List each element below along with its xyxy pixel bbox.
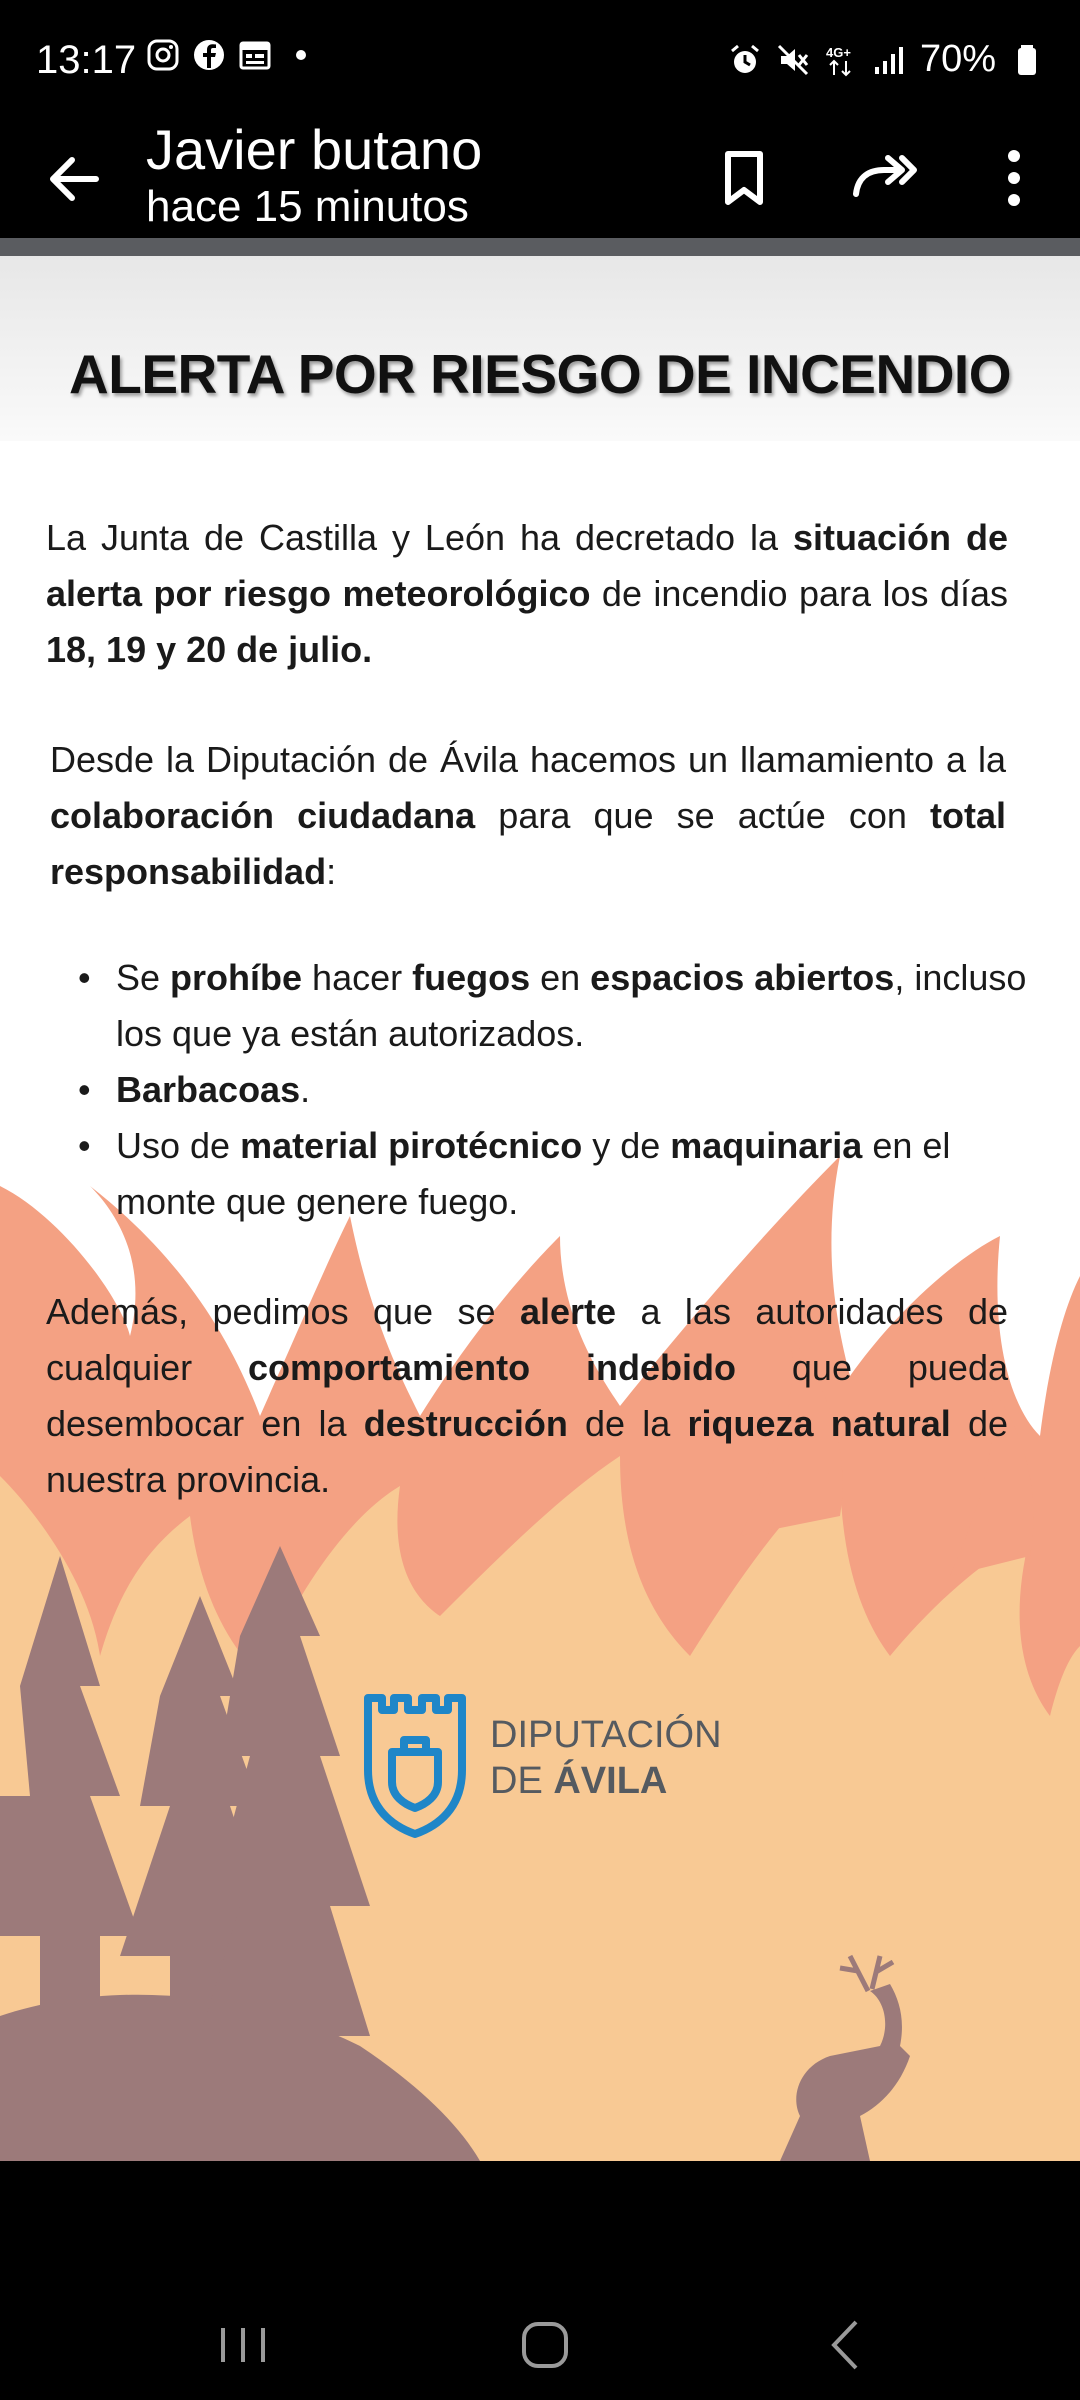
back-icon — [812, 2310, 882, 2380]
header-divider — [0, 238, 1080, 256]
bookmark-button[interactable] — [708, 142, 780, 214]
dot-icon — [284, 38, 318, 72]
nav-back-button[interactable] — [812, 2310, 882, 2380]
signal-icon — [872, 43, 906, 77]
more-options-button[interactable] — [978, 142, 1050, 214]
system-navigation-bar — [0, 2290, 1080, 2400]
list-item: • Uso de material pirotécnico y de maquinaria en el monte que genere fuego. — [78, 1118, 1028, 1230]
instagram-icon — [146, 38, 180, 72]
logo-wordmark: DIPUTACIÓN DE ÁVILA — [490, 1714, 722, 1802]
prohibitions-list — [78, 950, 1028, 1230]
more-vert-icon — [978, 142, 1050, 214]
calendar-icon — [238, 38, 272, 72]
home-button[interactable] — [510, 2310, 580, 2380]
home-icon — [510, 2310, 580, 2380]
viewer-header — [0, 118, 1080, 238]
sender-name: Javier butano — [146, 118, 483, 181]
back-button[interactable] — [40, 144, 110, 214]
network-4g-icon — [824, 43, 858, 77]
poster-title: ALERTA POR RIESGO DE INCENDIO — [69, 343, 1011, 405]
facebook-icon — [192, 38, 226, 72]
status-time: 13:17 — [36, 38, 137, 82]
back-arrow-icon — [40, 144, 110, 214]
battery-icon — [1010, 43, 1044, 77]
recents-button[interactable] — [208, 2310, 278, 2380]
paragraph-report-behavior: Además, pedimos que se alerte a las autoridades de cualquier comportamiento indebido que pueda desembocar en la destrucción de la riqueza natural de nuestra provincia. — [46, 1291, 1009, 1500]
battery-percent: 70% — [919, 38, 996, 80]
mute-icon — [776, 43, 810, 77]
list-item: • Barbacoas. — [78, 1062, 1028, 1118]
alarm-icon — [728, 43, 762, 77]
recents-icon — [208, 2310, 278, 2380]
message-time: hace 15 minutos — [146, 182, 469, 231]
paragraph-collaboration: Desde la Diputación de Ávila hacemos un llamamiento a la colaboración ciudadana para que se actúe con total responsabilidad: — [50, 739, 1006, 892]
forward-icon — [848, 142, 920, 214]
diputacion-avila-logo — [360, 1690, 470, 1838]
paragraph-alert-decree: La Junta de Castilla y León ha decretado la situación de alerta por riesgo meteorológico de incendio para los días 18, 19 y 20 de julio. — [46, 517, 1009, 670]
svg-text:4G+: 4G+ — [825, 44, 851, 60]
bookmark-icon — [708, 142, 780, 214]
shared-image[interactable] — [0, 256, 1080, 2161]
forward-button[interactable] — [848, 142, 920, 214]
list-item: • Se prohíbe hacer fuegos en espacios abiertos, incluso los que ya están autorizados. — [78, 950, 1028, 1062]
status-system-icons — [728, 38, 1044, 81]
status-notification-icons — [146, 38, 318, 72]
status-bar — [0, 0, 1080, 118]
